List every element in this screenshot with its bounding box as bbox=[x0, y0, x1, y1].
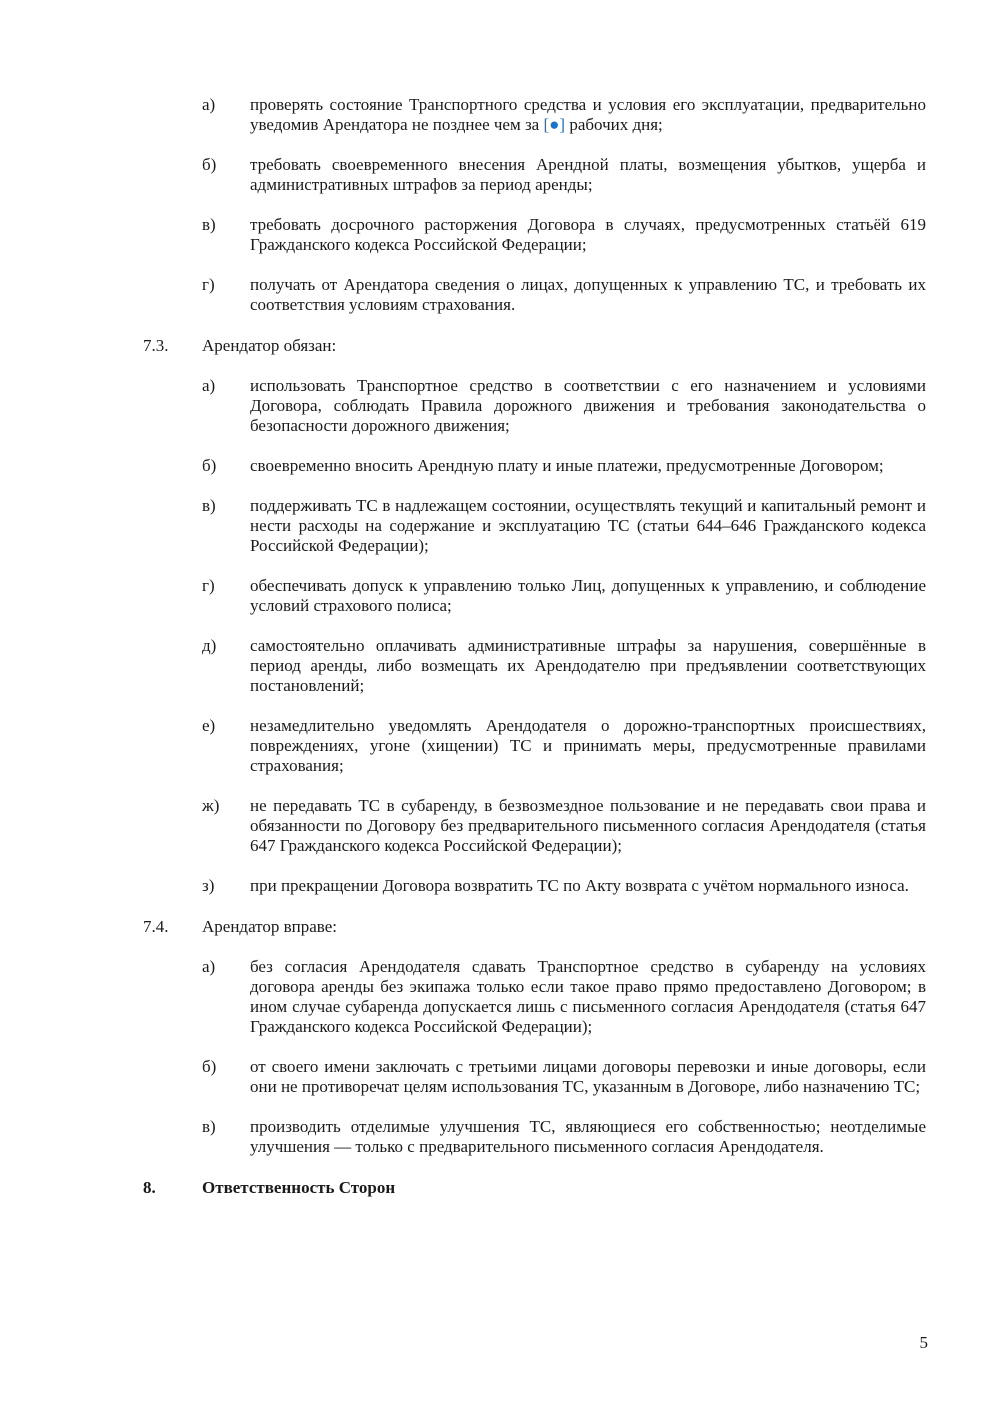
section-heading-7-3 bbox=[0, 336, 926, 356]
list-item bbox=[0, 95, 926, 135]
item-text: при прекращении Договора возвратить ТС по Акту возврата с учётом нормального износа. bbox=[250, 876, 909, 895]
item-label: б) bbox=[202, 456, 217, 475]
list-item bbox=[0, 957, 926, 1037]
section-number: 7.3. bbox=[143, 336, 169, 355]
page-number: 5 bbox=[919, 1333, 928, 1352]
item-text: обеспечивать допуск к управлению только Лиц, допущенных к управлению, и соблюдение условий страхового полиса; bbox=[250, 576, 926, 615]
list-item bbox=[0, 796, 926, 856]
item-label: б) bbox=[202, 155, 217, 174]
page-content bbox=[0, 95, 1000, 1198]
section-heading-8 bbox=[0, 1178, 926, 1198]
list-item bbox=[0, 215, 926, 255]
item-text: самостоятельно оплачивать административные штрафы за нарушения, совершённые в период аренды, либо возмещать их Арендодателю при предъявлении соответствующих постановлений; bbox=[250, 636, 926, 695]
list-item bbox=[0, 876, 926, 896]
item-label: а) bbox=[202, 957, 216, 976]
item-text: требовать досрочного расторжения Договора в случаях, предусмотренных статьёй 619 Гражданского кодекса Российской Федерации; bbox=[250, 215, 926, 254]
section-title: Ответственность Сторон bbox=[202, 1178, 396, 1197]
item-label: г) bbox=[202, 275, 215, 294]
list-item bbox=[0, 376, 926, 436]
item-label: б) bbox=[202, 1057, 217, 1076]
item-label: в) bbox=[202, 1117, 216, 1136]
item-label: з) bbox=[202, 876, 215, 895]
item-text: использовать Транспортное средство в соответствии с его назначением и условиями Договора, соблюдать Правила дорожного движения и требования законодательства о безопасности дорожного движения; bbox=[250, 376, 926, 435]
list-item bbox=[0, 636, 926, 696]
item-label: в) bbox=[202, 496, 216, 515]
item-text: не передавать ТС в субаренду, в безвозмездное пользование и не передавать свои права и обязанности по Договору без предварительного письменного согласия Арендодателя (статья 647 Гражданского кодекса Российской Федерации); bbox=[250, 796, 926, 855]
list-item bbox=[0, 496, 926, 556]
item-text: без согласия Арендодателя сдавать Транспортное средство в субаренду на условиях договора аренды без экипажа только если такое право прямо предоставлено Договором; в ином случае субаренда допускается лишь с письменного согласия Арендодателя (статья 647 Гражданского кодекса Российской Федерации); bbox=[250, 957, 926, 1036]
list-item bbox=[0, 716, 926, 776]
item-text: от своего имени заключать с третьими лицами договоры перевозки и иные договоры, если они не противоречат целям использования ТС, указанным в Договоре, либо назначению ТС; bbox=[250, 1057, 926, 1096]
item-text: проверять состояние Транспортного средства и условия его эксплуатации, предварительно уведомив Арендатора не позднее чем за bbox=[250, 95, 926, 134]
list-item bbox=[0, 275, 926, 315]
item-text-after: рабочих дня; bbox=[565, 115, 663, 134]
list-item bbox=[0, 576, 926, 616]
list-item bbox=[0, 456, 926, 476]
section-title: Арендатор обязан: bbox=[202, 336, 337, 355]
item-label: а) bbox=[202, 95, 216, 114]
item-label: д) bbox=[202, 636, 217, 655]
item-text: производить отделимые улучшения ТС, являющиеся его собственностью; неотделимые улучшения — только с предварительного письменного согласия Арендодателя. bbox=[250, 1117, 926, 1156]
section-heading-7-4 bbox=[0, 917, 926, 937]
list-item bbox=[0, 1057, 926, 1097]
placeholder-field: [●] bbox=[543, 115, 566, 134]
item-label: в) bbox=[202, 215, 216, 234]
item-text: получать от Арендатора сведения о лицах, допущенных к управлению ТС, и требовать их соответствия условиям страхования. bbox=[250, 275, 926, 314]
item-label: г) bbox=[202, 576, 215, 595]
list-item bbox=[0, 155, 926, 195]
list-item bbox=[0, 1117, 926, 1157]
section-number: 8. bbox=[143, 1178, 156, 1197]
item-text: своевременно вносить Арендную плату и иные платежи, предусмотренные Договором; bbox=[250, 456, 884, 475]
section-number: 7.4. bbox=[143, 917, 169, 936]
item-label: ж) bbox=[202, 796, 220, 815]
item-text: поддерживать ТС в надлежащем состоянии, осуществлять текущий и капитальный ремонт и нести расходы на содержание и эксплуатацию ТС (статьи 644–646 Гражданского кодекса Российской Федерации); bbox=[250, 496, 926, 555]
item-label: а) bbox=[202, 376, 216, 395]
item-label: е) bbox=[202, 716, 216, 735]
item-text: незамедлительно уведомлять Арендодателя о дорожно-транспортных происшествиях, повреждениях, угоне (хищении) ТС и принимать меры, предусмотренные правилами страхования; bbox=[250, 716, 926, 775]
section-title: Арендатор вправе: bbox=[202, 917, 337, 936]
item-text: требовать своевременного внесения Арендной платы, возмещения убытков, ущерба и административных штрафов за период аренды; bbox=[250, 155, 926, 194]
